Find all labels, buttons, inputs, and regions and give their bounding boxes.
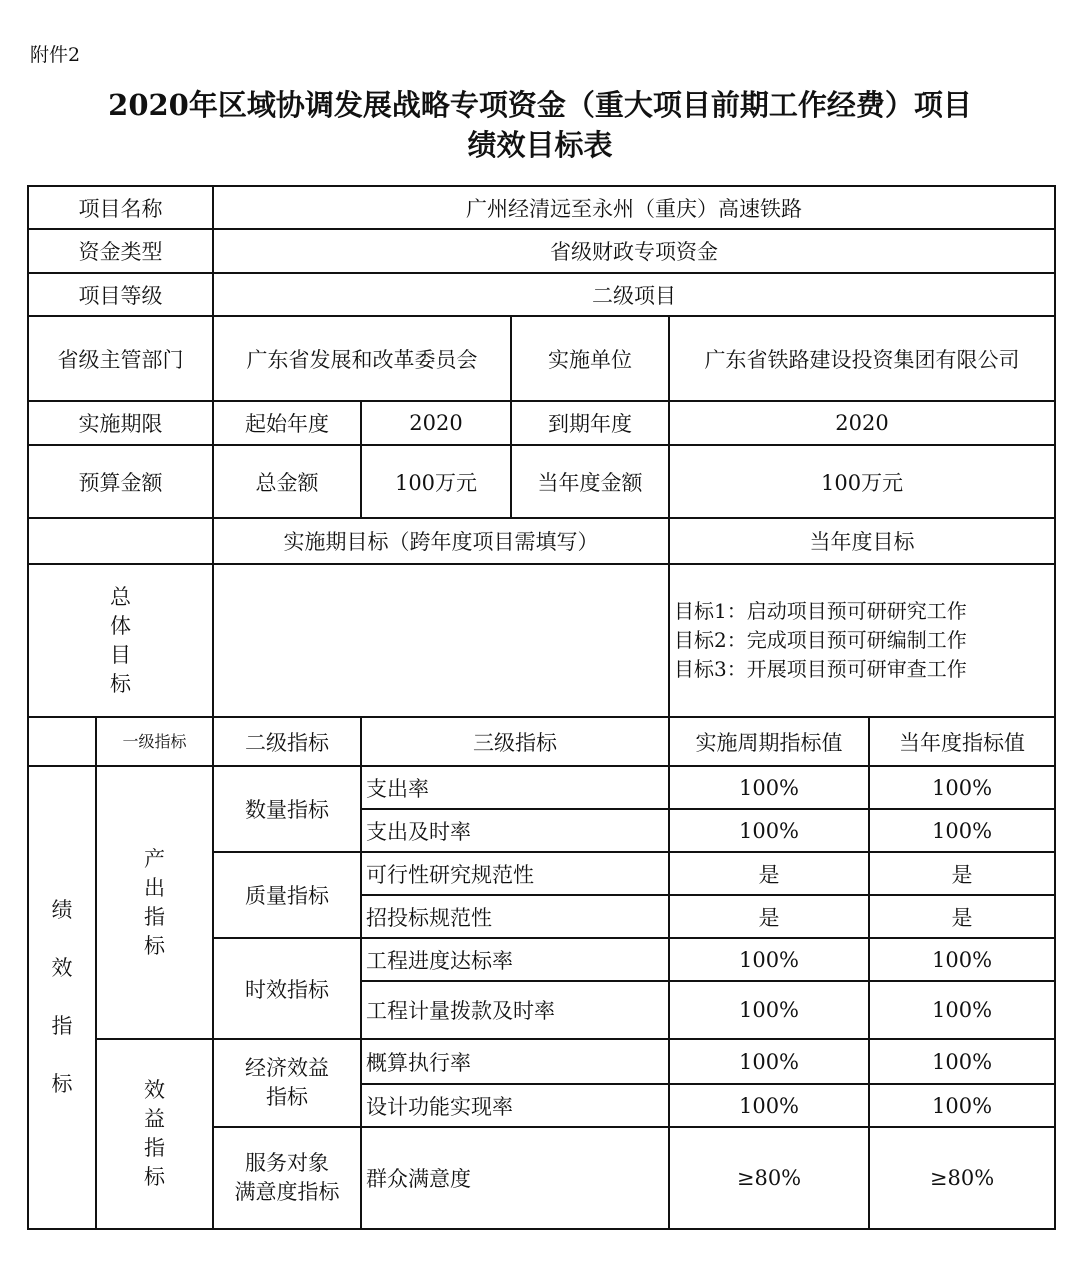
document-subtitle: 绩效目标表 [467,128,613,162]
year-value: 100% [869,766,1055,809]
project-name-label: 项目名称 [28,186,213,229]
indicator-name: 支出率 [361,766,669,809]
period-value: 100% [669,981,869,1039]
empty-cell [28,717,96,766]
level-label: 项目等级 [28,273,213,316]
year-value: 100% [869,809,1055,852]
attachment-label: 附件2 [30,44,81,66]
benefit-indicator-label: 效 益 指 标 [96,1039,213,1229]
period-goal-header: 实施期目标（跨年度项目需填写） [213,518,669,564]
period-value: 是 [669,895,869,938]
budget-label: 预算金额 [28,445,213,518]
period-value: 100% [669,1084,869,1127]
period-value: 是 [669,852,869,895]
level: 二级项目 [213,273,1055,316]
indicator-name: 工程计量拨款及时率 [361,981,669,1039]
level1-header: 一级指标 [96,717,213,766]
period-value: 100% [669,809,869,852]
output-indicator-label: 产 出 指 标 [96,766,213,1039]
dept: 广东省发展和改革委员会 [213,316,511,401]
period-goal [213,564,669,717]
total-label: 总金额 [213,445,361,518]
period-value: ≥80% [669,1127,869,1229]
year-value: 100% [869,981,1055,1039]
year-value: 是 [869,895,1055,938]
performance-indicator-label: 绩 效 指 标 [28,766,96,1229]
period-value: 100% [669,1039,869,1084]
indicator-name: 可行性研究规范性 [361,852,669,895]
year-goals: 目标1：启动项目预可研研究工作 目标2：完成项目预可研编制工作 目标3：开展项目预可研审查工作 [669,564,1055,717]
period-label: 实施期限 [28,401,213,445]
year-value: 100% [869,1039,1055,1084]
start-label: 起始年度 [213,401,361,445]
unit: 广东省铁路建设投资集团有限公司 [669,316,1055,401]
quantity-group: 数量指标 [213,766,361,852]
indicator-name: 支出及时率 [361,809,669,852]
level3-header: 三级指标 [361,717,669,766]
indicator-name: 招投标规范性 [361,895,669,938]
indicator-name: 设计功能实现率 [361,1084,669,1127]
total-amount: 100万元 [361,445,511,518]
level2-header: 二级指标 [213,717,361,766]
year-value: 100% [869,1084,1055,1127]
dept-label: 省级主管部门 [28,316,213,401]
document-title: 2020年区域协调发展战略专项资金（重大项目前期工作经费）项目 [108,88,972,122]
year-value: 是 [869,852,1055,895]
fund-type: 省级财政专项资金 [213,229,1055,273]
empty-cell [28,518,213,564]
start-year: 2020 [361,401,511,445]
period-value-header: 实施周期指标值 [669,717,869,766]
year-value: ≥80% [869,1127,1055,1229]
unit-label: 实施单位 [511,316,669,401]
year-value-header: 当年度指标值 [869,717,1055,766]
timeliness-group: 时效指标 [213,938,361,1039]
year-value: 100% [869,938,1055,981]
indicator-name: 工程进度达标率 [361,938,669,981]
economic-group: 经济效益 指标 [213,1039,361,1127]
project-name: 广州经清远至永州（重庆）高速铁路 [213,186,1055,229]
overall-goal-label: 总 体 目 标 [28,564,213,717]
indicator-name: 概算执行率 [361,1039,669,1084]
end-label: 到期年度 [511,401,669,445]
year-amount-label: 当年度金额 [511,445,669,518]
performance-table [27,185,1056,1230]
year-amount: 100万元 [669,445,1055,518]
period-value: 100% [669,938,869,981]
quality-group: 质量指标 [213,852,361,938]
indicator-name: 群众满意度 [361,1127,669,1229]
period-value: 100% [669,766,869,809]
year-goal-header: 当年度目标 [669,518,1055,564]
satisfaction-group: 服务对象 满意度指标 [213,1127,361,1229]
fund-type-label: 资金类型 [28,229,213,273]
end-year: 2020 [669,401,1055,445]
